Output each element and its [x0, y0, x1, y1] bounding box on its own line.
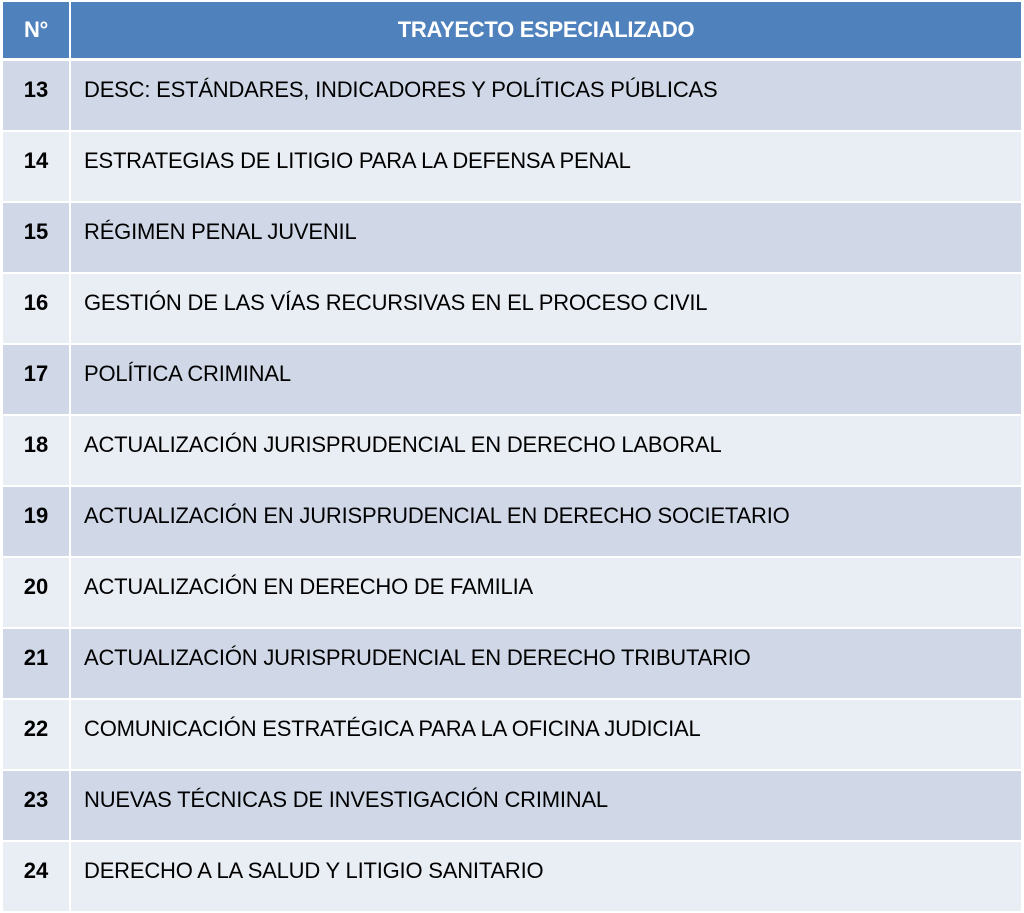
row-number: 13 [3, 60, 70, 132]
row-number: 24 [3, 841, 70, 912]
row-number: 17 [3, 344, 70, 415]
row-course: ACTUALIZACIÓN JURISPRUDENCIAL EN DERECHO LABORAL [70, 415, 1021, 486]
row-course: ACTUALIZACIÓN JURISPRUDENCIAL EN DERECHO TRIBUTARIO [70, 628, 1021, 699]
row-course: ESTRATEGIAS DE LITIGIO PARA LA DEFENSA PENAL [70, 131, 1021, 202]
row-course: GESTIÓN DE LAS VÍAS RECURSIVAS EN EL PROCESO CIVIL [70, 273, 1021, 344]
row-number: 19 [3, 486, 70, 557]
table-row [3, 628, 1021, 699]
row-course: ACTUALIZACIÓN EN DERECHO DE FAMILIA [70, 557, 1021, 628]
row-course: DESC: ESTÁNDARES, INDICADORES Y POLÍTICAS PÚBLICAS [70, 60, 1021, 132]
row-course: NUEVAS TÉCNICAS DE INVESTIGACIÓN CRIMINAL [70, 770, 1021, 841]
table-row [3, 344, 1021, 415]
row-number: 21 [3, 628, 70, 699]
table-row [3, 202, 1021, 273]
header-number: N° [3, 2, 70, 60]
table-row [3, 770, 1021, 841]
row-course: ACTUALIZACIÓN EN JURISPRUDENCIAL EN DERECHO SOCIETARIO [70, 486, 1021, 557]
row-course: DERECHO A LA SALUD Y LITIGIO SANITARIO [70, 841, 1021, 912]
row-course: RÉGIMEN PENAL JUVENIL [70, 202, 1021, 273]
row-number: 20 [3, 557, 70, 628]
row-course: COMUNICACIÓN ESTRATÉGICA PARA LA OFICINA JUDICIAL [70, 699, 1021, 770]
row-number: 14 [3, 131, 70, 202]
row-number: 18 [3, 415, 70, 486]
row-course: POLÍTICA CRIMINAL [70, 344, 1021, 415]
table-row [3, 699, 1021, 770]
row-number: 23 [3, 770, 70, 841]
row-number: 15 [3, 202, 70, 273]
courses-table [3, 2, 1021, 913]
table-row [3, 273, 1021, 344]
table-row [3, 486, 1021, 557]
header-course: TRAYECTO ESPECIALIZADO [70, 2, 1021, 60]
courses-table-container [3, 2, 1021, 883]
table-row [3, 60, 1021, 132]
table-row [3, 557, 1021, 628]
table-row [3, 841, 1021, 912]
table-row [3, 131, 1021, 202]
row-number: 22 [3, 699, 70, 770]
table-header-row [3, 2, 1021, 60]
row-number: 16 [3, 273, 70, 344]
table-row [3, 415, 1021, 486]
